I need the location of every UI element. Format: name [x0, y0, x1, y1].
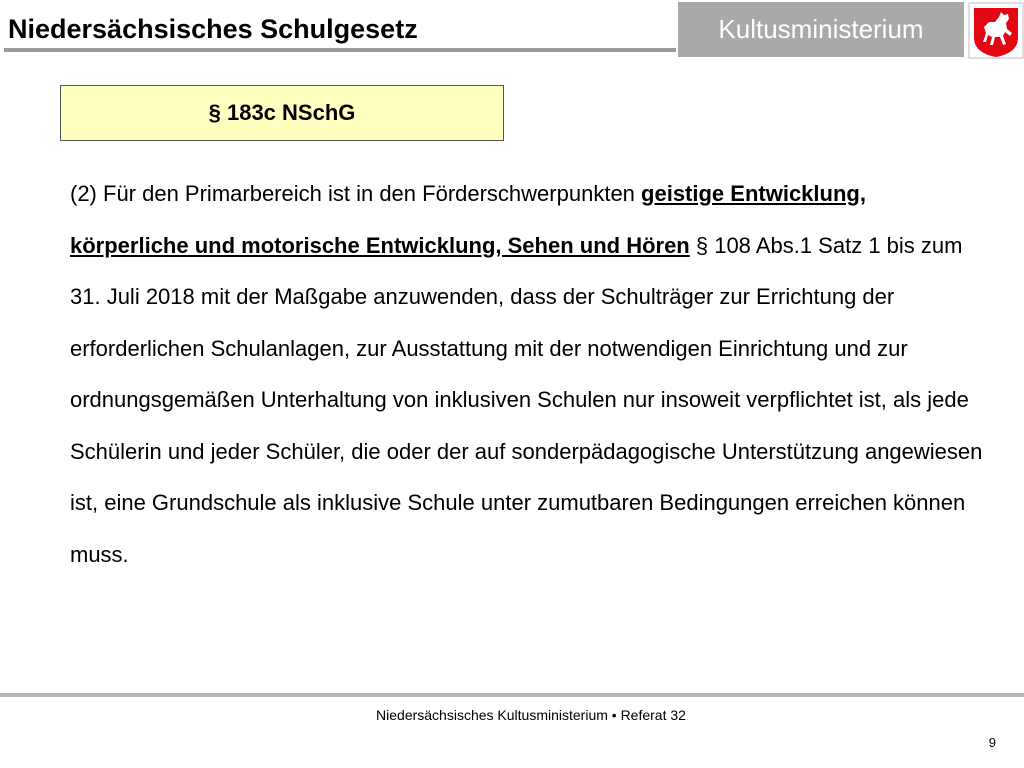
law-paragraph [70, 168, 990, 580]
section-label: § 183c NSchG [208, 100, 356, 125]
paragraph-intro: (2) Für den Primarbereich ist in den Förderschwerpunkten [70, 181, 642, 206]
lower-saxony-horse-icon [968, 2, 1024, 59]
page-title: Niedersächsisches Schulgesetz [8, 14, 418, 44]
emphasized-support-areas: geistige Entwicklung, körperliche und motorische Entwicklung, Sehen und Hören [70, 181, 866, 258]
brand-header [678, 2, 1024, 57]
footer-rule [0, 693, 1024, 697]
brand-box [678, 2, 964, 57]
footer-text: Niedersächsisches Kultusministerium • Referat 32 [376, 707, 686, 723]
section-header-box [60, 85, 504, 141]
brand-name: Kultusministerium [718, 14, 924, 44]
page-number: 9 [988, 735, 996, 750]
title-rule [4, 48, 676, 52]
paragraph-rest: § 108 Abs.1 Satz 1 bis zum 31. Juli 2018 mit der Maßgabe anzuwenden, dass der Schulträger zur Errichtung der erforderlichen Schulanlagen, zur Ausstattung mit der notwendigen Einrichtung und zur ordnungsgemäßen Unterhaltung von inklusiven Schulen nur insoweit verpflichtet ist, als jede Schülerin und jeder Schüler, die oder der auf sonderpädagogische Unterstützung angewiesen ist, eine Grundschule als inklusive Schule unter zumutbaren Bedingungen erreichen können muss. [70, 232, 983, 567]
